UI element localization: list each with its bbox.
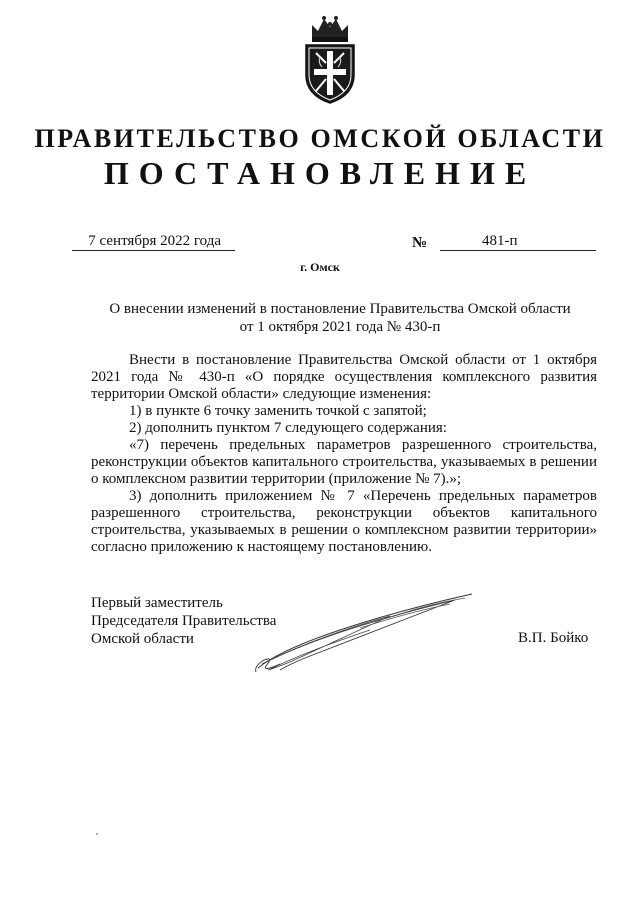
scan-speck bbox=[96, 833, 98, 835]
signer-position-line-2: Председателя Правительства bbox=[91, 613, 277, 629]
city-label: г. Омск bbox=[300, 260, 340, 274]
signer-position-line-1: Первый заместитель bbox=[91, 595, 223, 611]
document-body bbox=[91, 352, 597, 556]
government-title: ПРАВИТЕЛЬСТВО ОМСКОЙ ОБЛАСТИ bbox=[34, 124, 606, 153]
document-date: 7 сентября 2022 года bbox=[72, 233, 235, 251]
subject-line-1: О внесении изменений в постановление Правительства Омской области bbox=[109, 301, 571, 317]
number-sign: № bbox=[412, 235, 428, 251]
subject-line-2: от 1 октября 2021 года № 430-п bbox=[239, 319, 441, 335]
body-item-1: 1) в пункте 6 точку заменить точкой с запятой; bbox=[129, 403, 427, 419]
document-subject bbox=[90, 300, 590, 336]
document-number-field bbox=[440, 233, 596, 251]
signer-position bbox=[91, 594, 276, 648]
handwritten-signature bbox=[250, 590, 480, 676]
signer-name: В.П. Бойко bbox=[518, 630, 589, 646]
body-item-2: 2) дополнить пунктом 7 следующего содержания: bbox=[129, 420, 447, 436]
body-item-3: 3) дополнить приложением № 7 «Перечень предельных параметров разрешенного строительства, реконструкции объектов капитального строительства, указываемых в решении о комплексном развитии территории» согласно приложению к настоящему постановлению. bbox=[91, 488, 597, 555]
body-intro: Внести в постановление Правительства Омской области от 1 октября 2021 года № 430-п «О порядке осуществления комплексного развития территории Омской области» следующие изменения: bbox=[91, 352, 597, 402]
body-item-2-quote: «7) перечень предельных параметров разрешенного строительства, реконструкции объектов капитального строительства, указываемых в решении о комплексном развитии территории (приложение № 7).»; bbox=[91, 437, 597, 487]
coat-of-arms-icon bbox=[298, 13, 362, 105]
document-number: 481-п bbox=[482, 233, 518, 249]
signer-position-line-3: Омской области bbox=[91, 631, 194, 647]
document-type-title: ПОСТАНОВЛЕНИЕ bbox=[103, 155, 537, 191]
